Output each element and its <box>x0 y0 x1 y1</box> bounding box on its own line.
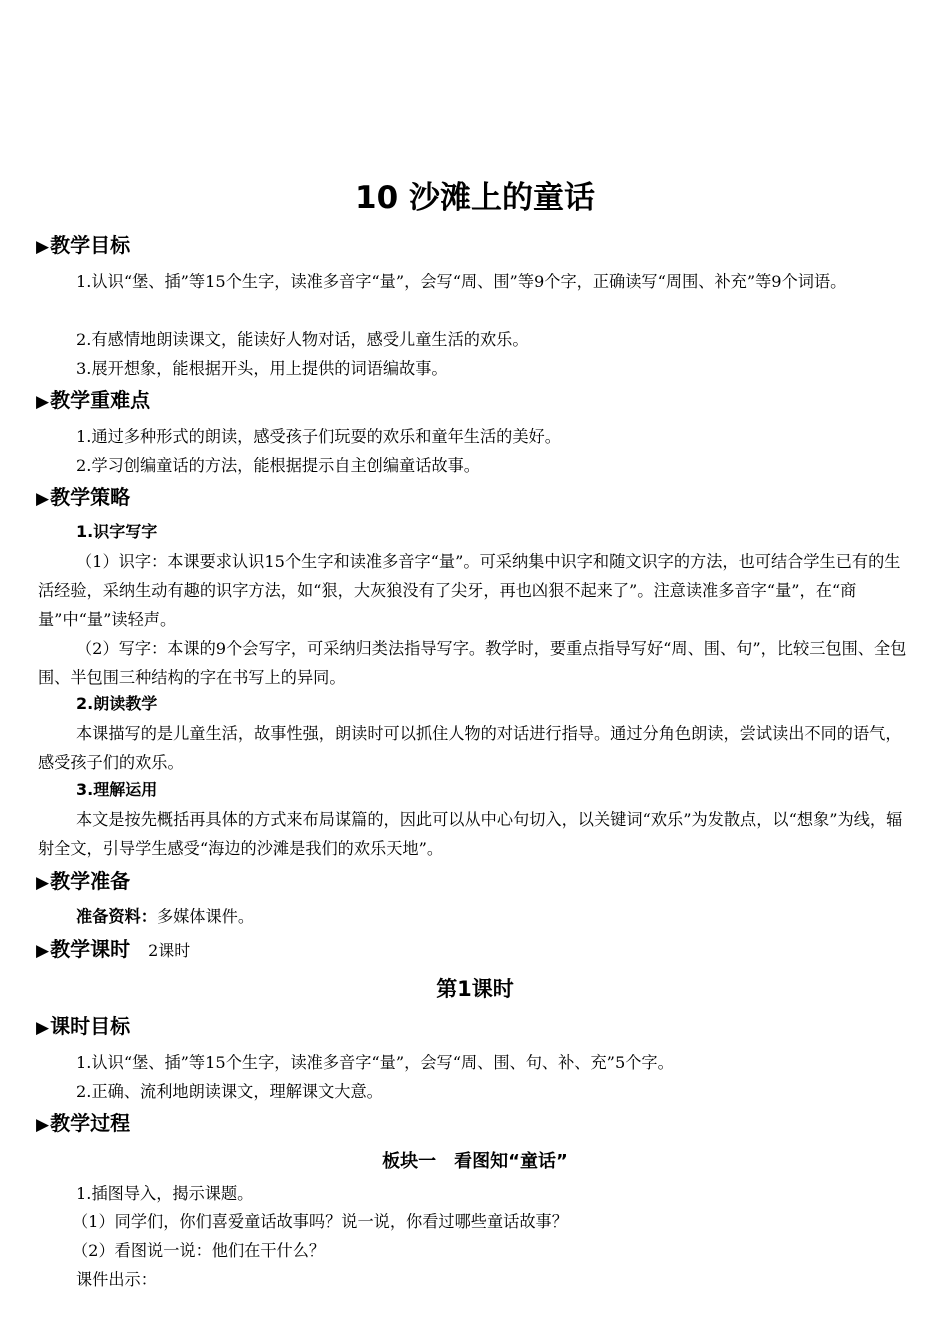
keypoint-item: 2.学习创编童话的方法，能根据提示自主创编童话故事。 <box>76 456 480 475</box>
objective-item: 3.展开想象，能根据开头，用上提供的词语编故事。 <box>76 359 448 378</box>
prep-value: 多媒体课件。 <box>156 907 255 926</box>
lesson-title: 10 沙滩上的童话 <box>355 180 595 216</box>
prep-label: 准备资料： <box>76 907 157 926</box>
objective-item: 1.认识“堡、插”等15个生字，读准多音字“量”，会写“周、围”等9个字，正确读写“周围、补充”等9个词语。 <box>76 272 847 291</box>
heading-prep: ▶教学准备 <box>36 869 131 893</box>
strategy-paragraph: 本文是按先概括再具体的方式来布局谋篇的，因此可以从中心句切入，以关键词“欢乐”为发散点，以“想象”为线，辐射全文，引导学生感受“海边的沙滩是我们的欢乐天地”。 <box>38 810 903 858</box>
process-step: 课件出示： <box>76 1270 157 1289</box>
triangle-icon: ▶ <box>36 392 50 412</box>
strategy-subheading: 1.识字写字 <box>76 522 158 541</box>
triangle-icon: ▶ <box>36 1018 50 1038</box>
triangle-icon: ▶ <box>36 873 50 893</box>
lesson-goal-item: 1.认识“堡、插”等15个生字，读准多音字“量”，会写“周、围、句、补、充”5个字。 <box>76 1053 674 1072</box>
heading-lesson-goals: ▶课时目标 <box>36 1014 131 1038</box>
triangle-icon: ▶ <box>36 237 50 257</box>
strategy-subheading: 2.朗读教学 <box>76 694 158 713</box>
strategy-paragraph: （2）写字：本课的9个会写字，可采纳归类法指导写字。教学时，要重点指导写好“周、围、句”，比较三包围、全包围、半包围三种结构的字在书写上的异同。 <box>38 639 907 687</box>
triangle-icon: ▶ <box>36 489 50 509</box>
block-title: 板块一 看图知“童话” <box>382 1151 568 1172</box>
process-step: （1）同学们，你们喜爱童话故事吗？说一说，你看过哪些童话故事？ <box>72 1212 568 1231</box>
strategy-paragraph: （1）识字：本课要求认识15个生字和读准多音字“量”。可采纳集中识字和随文识字的方法，也可结合学生已有的生活经验，采纳生动有趣的识字方法，如“狠，大灰狼没有了尖牙，再也凶狠不起来了”。注意读准多音字“量”，在“商量”中“量”读轻声。 <box>38 552 901 629</box>
process-step: 1.插图导入，揭示课题。 <box>76 1184 254 1203</box>
prep-line <box>38 902 912 931</box>
strategy-paragraph: 本课描写的是儿童生活，故事性强，朗读时可以抓住人物的对话进行指导。通过分角色朗读，尝试读出不同的语气，感受孩子们的欢乐。 <box>38 724 902 772</box>
lesson1-title: 第1课时 <box>436 977 514 1001</box>
heading-process: ▶教学过程 <box>36 1111 131 1135</box>
heading-objectives: ▶教学目标 <box>36 233 131 257</box>
triangle-icon: ▶ <box>36 941 50 961</box>
heading-keypoints: ▶教学重难点 <box>36 388 151 412</box>
strategy-subheading: 3.理解运用 <box>76 780 158 799</box>
triangle-icon: ▶ <box>36 1115 50 1135</box>
lesson-goal-item: 2.正确、流利地朗读课文，理解课文大意。 <box>76 1082 383 1101</box>
objective-item: 2.有感情地朗读课文，能读好人物对话，感受儿童生活的欢乐。 <box>76 330 529 349</box>
hours-value: 2课时 <box>148 941 191 960</box>
process-step: （2）看图说一说：他们在干什么？ <box>72 1241 326 1260</box>
heading-hours: ▶教学课时 2课时 <box>36 937 191 961</box>
keypoint-item: 1.通过多种形式的朗读，感受孩子们玩耍的欢乐和童年生活的美好。 <box>76 427 561 446</box>
heading-strategy: ▶教学策略 <box>36 485 131 509</box>
